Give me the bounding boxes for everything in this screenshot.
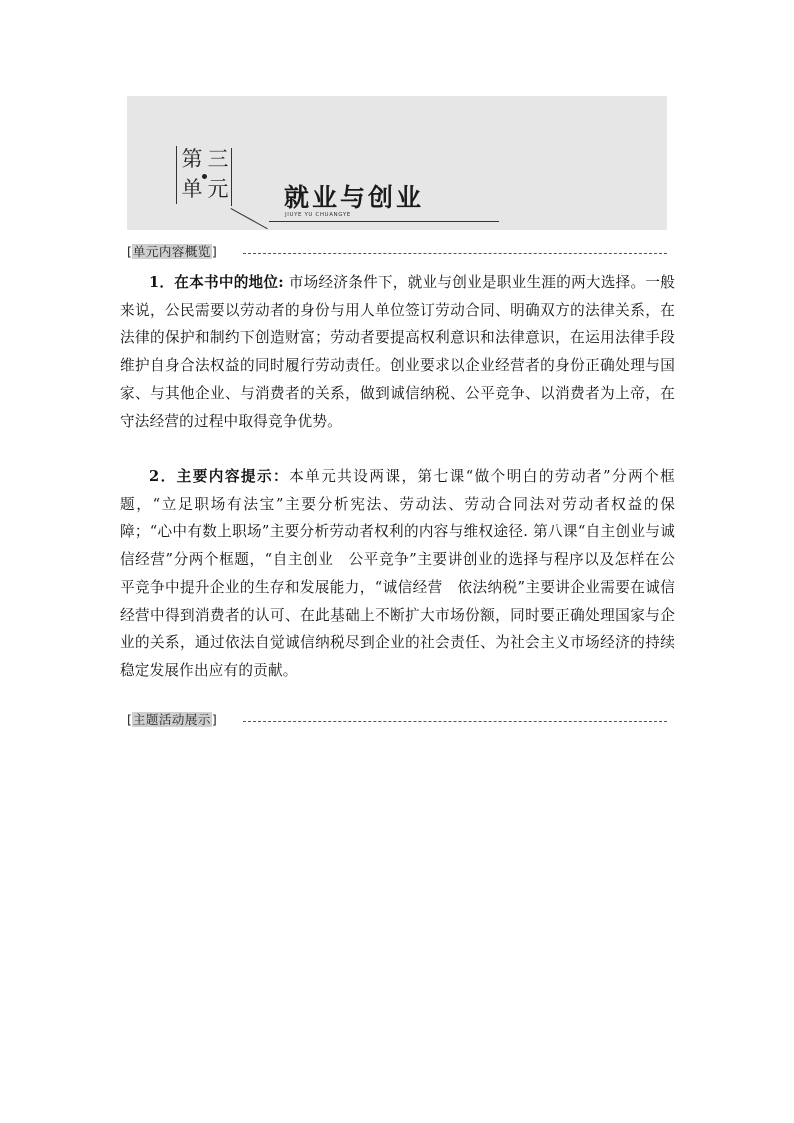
paragraph-body: 市场经济条件下，就业与创业是职业生涯的两大选择。一般来说，公民需要以劳动者的身份与用人单位签订劳动合同、明确双方的法律关系，在法律的保护和制约下创造财富；劳动者要提高权利意识和法律意识，在运用法律手段维护自身合法权益的同时履行劳动责任。创业要求以企业经营者的身份正确处理与国家、与其他企业、与消费者的关系，做到诚信纳税、公平竞争、以消费者为上帝，在守法经营的过程中取得竞争优势。: [120, 274, 676, 430]
section-dashed-rule: [243, 721, 667, 722]
bracket-open: [: [127, 244, 132, 259]
unit-banner: [127, 96, 667, 230]
paragraph-position-in-book: [120, 269, 675, 435]
paragraph-body: 本单元共设两课，第七课“做个明白的劳动者”分两个框题，“立足职场有法宝”主要分析宪法、劳动法、劳动合同法对劳动者权益的保障；“心中有数上职场”主要分析劳动者权利的内容与维权途径. 第八课“自主创业与诚信经营”分两个框题，“自主创业 公平竞争”主要讲创业的选择与程序以及怎样在公平竞争中提升企业的生存和发展能力，“诚信经营 依法纳税”主要讲企业需要在诚信经营中得到消费者的认可、在此基础上不断扩大市场份额，同时要正确处理国家与企业的关系，通过依法自觉诚信纳税尽到企业的社会责任、为社会主义市场经济的持续稳定发展作出应有的贡献。: [120, 468, 675, 679]
paragraph-content-hints: [120, 463, 675, 685]
section-title-activity: 主题活动展示: [132, 712, 211, 727]
paragraph-lead: 2．主要内容提示：: [149, 468, 290, 485]
unit-char-dan: 单: [181, 177, 203, 201]
bracket-close: ]: [211, 244, 217, 259]
bracket-close: ]: [211, 712, 217, 727]
unit-mark-right-rule: [231, 148, 232, 206]
section-title-overview: 单元内容概览: [132, 244, 211, 259]
unit-char-yuan: 元: [207, 177, 229, 201]
section-dashed-rule: [243, 253, 667, 254]
bracket-open: [: [127, 712, 132, 727]
unit-char-san: 三: [207, 147, 229, 171]
section-header-activity: [127, 711, 667, 731]
unit-char-di: 第: [181, 147, 203, 171]
banner-underline: [269, 221, 499, 222]
paragraph-lead: 1．在本书中的地位:: [149, 274, 284, 291]
unit-mark-dot: [202, 174, 207, 179]
section-label-activity: [127, 711, 217, 729]
unit-title: 就业与创业: [284, 183, 425, 212]
unit-mark-left-rule: [176, 146, 177, 204]
banner-diagonal-rule: [231, 208, 268, 229]
section-label-overview: [127, 243, 217, 261]
section-header-overview: [127, 243, 667, 263]
unit-title-pinyin: JIUYE YU CHUANGYE: [285, 212, 351, 218]
unit-number-mark: [176, 146, 238, 208]
